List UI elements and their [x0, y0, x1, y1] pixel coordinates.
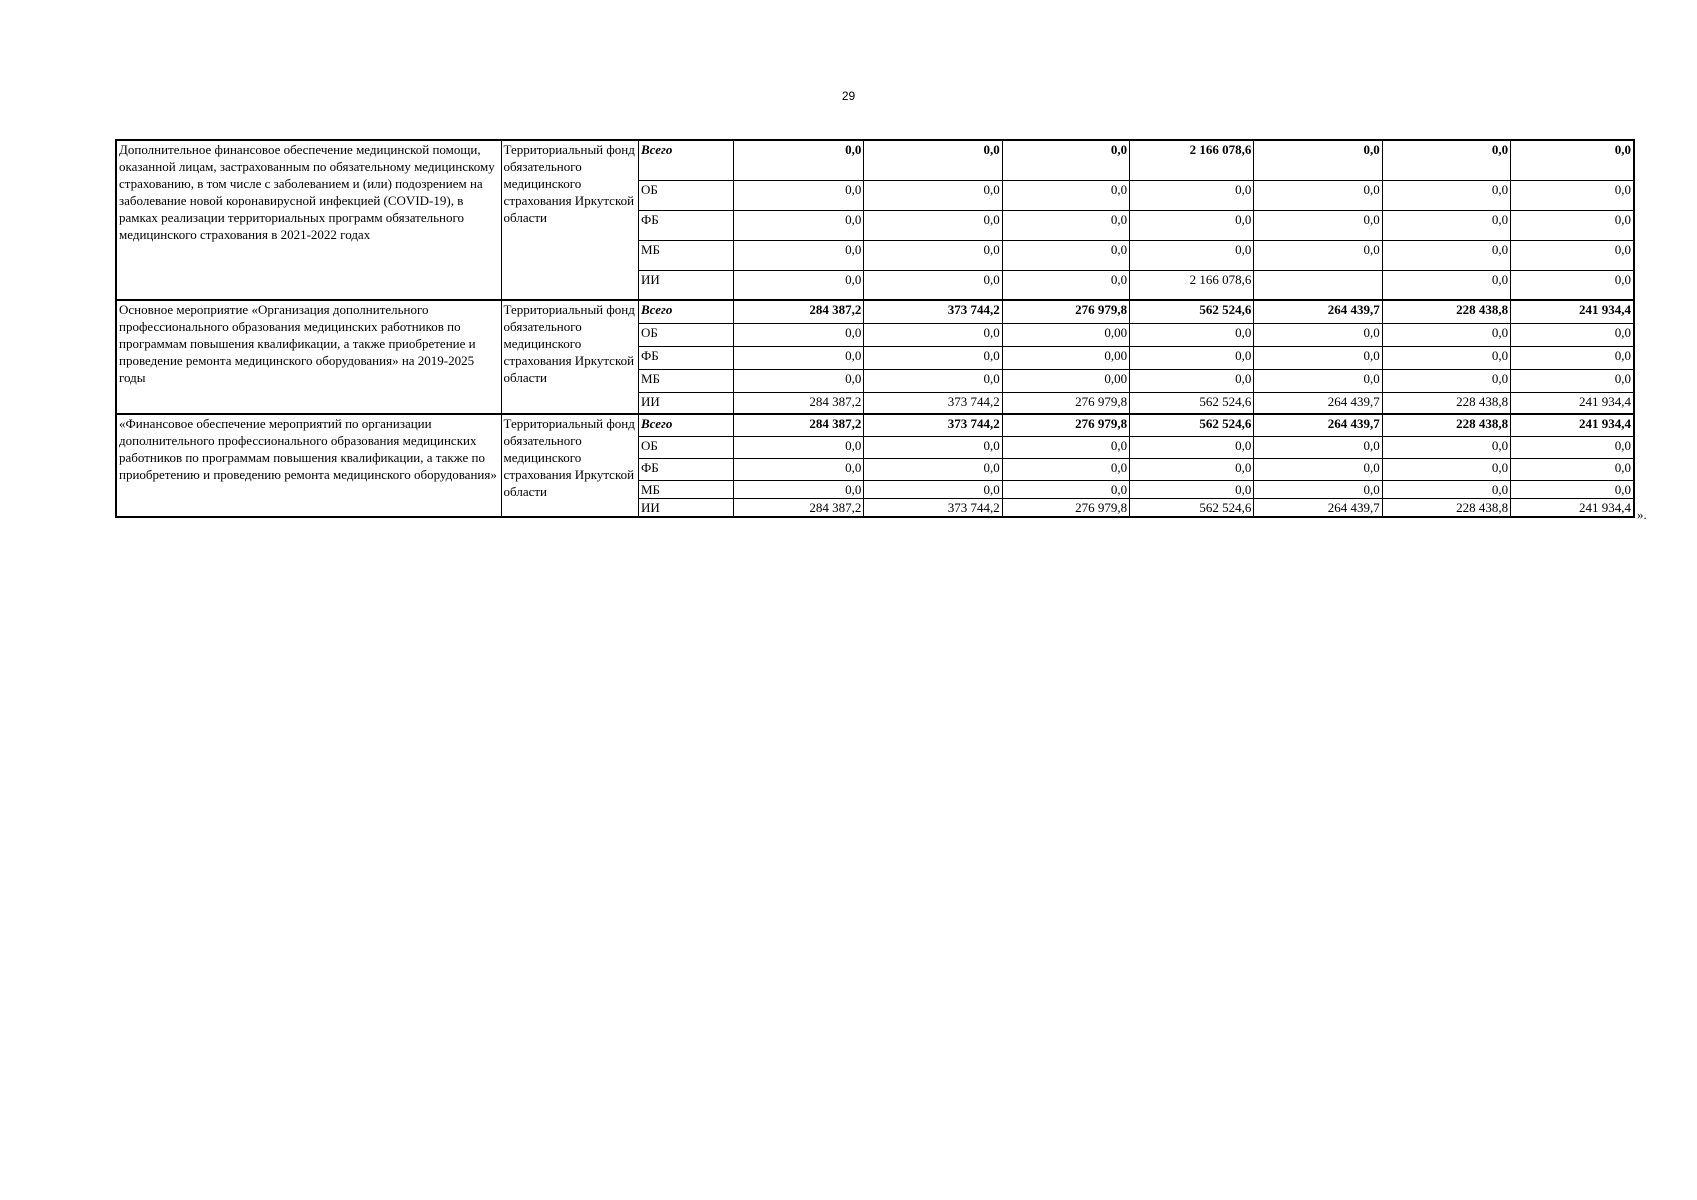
value-cell: 0,0 [1511, 180, 1634, 210]
source-label: ИИ [638, 498, 733, 517]
value-cell: 0,0 [1130, 323, 1254, 346]
value-cell: 0,00 [1002, 323, 1129, 346]
value-cell: 0,0 [864, 140, 1002, 180]
source-label: Всего [638, 414, 733, 436]
section-organization: Территориальный фонд обязательного медицинского страхования Иркутской области [501, 414, 638, 517]
value-cell: 0,0 [733, 240, 863, 270]
section-financial-support [116, 414, 1634, 517]
value-cell: 0,0 [864, 270, 1002, 300]
value-cell: 0,0 [1382, 436, 1510, 458]
value-cell: 0,0 [1130, 436, 1254, 458]
value-cell: 0,0 [864, 210, 1002, 240]
value-cell: 0,0 [1382, 323, 1510, 346]
value-cell: 0,0 [1130, 458, 1254, 480]
value-cell: 0,0 [1130, 240, 1254, 270]
value-cell: 562 524,6 [1130, 392, 1254, 414]
value-cell: 228 438,8 [1382, 414, 1510, 436]
page-number: 29 [841, 89, 856, 103]
value-cell: 264 439,7 [1254, 300, 1382, 323]
value-cell: 0,0 [1002, 210, 1129, 240]
value-cell: 0,0 [1254, 369, 1382, 392]
value-cell: 0,0 [1130, 346, 1254, 369]
value-cell: 0,0 [1511, 323, 1634, 346]
value-cell: 0,00 [1002, 369, 1129, 392]
value-cell: 0,0 [864, 346, 1002, 369]
table-row [116, 140, 1634, 180]
value-cell: 0,0 [1511, 458, 1634, 480]
value-cell: 0,0 [1382, 346, 1510, 369]
value-cell: 241 934,4 [1511, 300, 1634, 323]
value-cell: 0,0 [1254, 323, 1382, 346]
value-cell: 284 387,2 [733, 414, 863, 436]
value-cell: 264 439,7 [1254, 414, 1382, 436]
source-label: ФБ [638, 458, 733, 480]
value-cell: 0,0 [1254, 210, 1382, 240]
value-cell: 562 524,6 [1130, 498, 1254, 517]
value-cell: 276 979,8 [1002, 414, 1129, 436]
value-cell: 0,0 [864, 369, 1002, 392]
value-cell: 0,0 [1002, 270, 1129, 300]
source-label: ФБ [638, 346, 733, 369]
value-cell: 0,0 [1382, 369, 1510, 392]
source-label: Всего [638, 140, 733, 180]
value-cell: 562 524,6 [1130, 414, 1254, 436]
value-cell: 0,0 [1254, 480, 1382, 498]
value-cell: 0,0 [1382, 210, 1510, 240]
value-cell: 0,0 [1382, 458, 1510, 480]
value-cell: 2 166 078,6 [1130, 140, 1254, 180]
value-cell: 0,0 [1002, 480, 1129, 498]
value-cell: 0,0 [1130, 210, 1254, 240]
value-cell: 0,0 [1002, 240, 1129, 270]
value-cell: 0,0 [1382, 180, 1510, 210]
value-cell: 0,0 [1002, 458, 1129, 480]
value-cell: 241 934,4 [1511, 392, 1634, 414]
value-cell: 0,0 [864, 458, 1002, 480]
section-organization: Территориальный фонд обязательного медицинского страхования Иркутской области [501, 140, 638, 300]
funding-table [115, 139, 1635, 518]
source-label: ОБ [638, 180, 733, 210]
closing-quote: ». [1637, 507, 1647, 522]
value-cell: 241 934,4 [1511, 498, 1634, 517]
value-cell [1254, 270, 1382, 300]
section-description: «Финансовое обеспечение мероприятий по организации дополнительного профессионального образования медицинских работников по программам повышения квалификации, а также по приобретению и проведению ремонта медицинского оборудования» [116, 414, 501, 517]
value-cell: 0,0 [1254, 140, 1382, 180]
value-cell: 373 744,2 [864, 300, 1002, 323]
value-cell: 0,0 [1511, 210, 1634, 240]
source-label: ОБ [638, 436, 733, 458]
value-cell: 284 387,2 [733, 392, 863, 414]
value-cell: 0,0 [864, 480, 1002, 498]
value-cell: 0,0 [733, 210, 863, 240]
value-cell: 0,0 [864, 436, 1002, 458]
value-cell: 0,0 [1511, 369, 1634, 392]
value-cell: 0,0 [733, 346, 863, 369]
value-cell: 284 387,2 [733, 300, 863, 323]
value-cell: 0,0 [1382, 240, 1510, 270]
value-cell: 276 979,8 [1002, 498, 1129, 517]
value-cell: 373 744,2 [864, 414, 1002, 436]
value-cell: 0,0 [733, 140, 863, 180]
value-cell: 0,0 [1511, 240, 1634, 270]
value-cell: 0,0 [1382, 270, 1510, 300]
value-cell: 0,0 [864, 180, 1002, 210]
value-cell: 264 439,7 [1254, 498, 1382, 517]
section-main-activity [116, 300, 1634, 414]
value-cell: 276 979,8 [1002, 300, 1129, 323]
value-cell: 0,0 [1382, 140, 1510, 180]
value-cell: 0,0 [1002, 140, 1129, 180]
value-cell: 0,0 [1130, 480, 1254, 498]
source-label: ФБ [638, 210, 733, 240]
source-label: ОБ [638, 323, 733, 346]
value-cell: 228 438,8 [1382, 392, 1510, 414]
value-cell: 0,0 [1254, 436, 1382, 458]
source-label: ИИ [638, 270, 733, 300]
value-cell: 0,0 [1511, 436, 1634, 458]
value-cell: 0,0 [733, 323, 863, 346]
source-label: МБ [638, 240, 733, 270]
value-cell: 373 744,2 [864, 498, 1002, 517]
value-cell: 562 524,6 [1130, 300, 1254, 323]
value-cell: 0,0 [1382, 480, 1510, 498]
section-covid [116, 140, 1634, 300]
value-cell: 0,0 [1511, 140, 1634, 180]
value-cell: 0,0 [1511, 346, 1634, 369]
value-cell: 0,0 [864, 240, 1002, 270]
value-cell: 0,0 [1002, 180, 1129, 210]
value-cell: 0,0 [1511, 270, 1634, 300]
value-cell: 0,0 [733, 270, 863, 300]
value-cell: 0,0 [864, 323, 1002, 346]
value-cell: 284 387,2 [733, 498, 863, 517]
value-cell: 0,0 [1130, 180, 1254, 210]
value-cell: 0,0 [733, 458, 863, 480]
source-label: Всего [638, 300, 733, 323]
value-cell: 0,0 [1254, 240, 1382, 270]
value-cell: 0,0 [1002, 436, 1129, 458]
source-label: МБ [638, 369, 733, 392]
source-label: ИИ [638, 392, 733, 414]
table-row [116, 300, 1634, 323]
value-cell: 0,0 [1254, 458, 1382, 480]
value-cell: 0,0 [1254, 346, 1382, 369]
value-cell: 0,00 [1002, 346, 1129, 369]
section-description: Дополнительное финансовое обеспечение медицинской помощи, оказанной лицам, застрахованным по обязательному медицинскому страхованию, в том числе с заболеванием и (или) подозрением на заболевание новой коронавирусной инфекцией (COVID-19), в рамках реализации территориальных программ обязательного медицинского страхования в 2021-2022 годах [116, 140, 501, 300]
value-cell: 2 166 078,6 [1130, 270, 1254, 300]
value-cell: 0,0 [733, 480, 863, 498]
table-row [116, 414, 1634, 436]
value-cell: 241 934,4 [1511, 414, 1634, 436]
value-cell: 0,0 [733, 180, 863, 210]
section-description: Основное мероприятие «Организация дополнительного профессионального образования медицинских работников по программам повышения квалификации, а также приобретение и проведение ремонта медицинского оборудования» на 2019-2025 годы [116, 300, 501, 414]
section-organization: Территориальный фонд обязательного медицинского страхования Иркутской области [501, 300, 638, 414]
value-cell: 228 438,8 [1382, 498, 1510, 517]
value-cell: 0,0 [733, 436, 863, 458]
value-cell: 0,0 [1130, 369, 1254, 392]
value-cell: 373 744,2 [864, 392, 1002, 414]
value-cell: 0,0 [1511, 480, 1634, 498]
value-cell: 228 438,8 [1382, 300, 1510, 323]
value-cell: 276 979,8 [1002, 392, 1129, 414]
source-label: МБ [638, 480, 733, 498]
value-cell: 264 439,7 [1254, 392, 1382, 414]
value-cell: 0,0 [733, 369, 863, 392]
value-cell: 0,0 [1254, 180, 1382, 210]
